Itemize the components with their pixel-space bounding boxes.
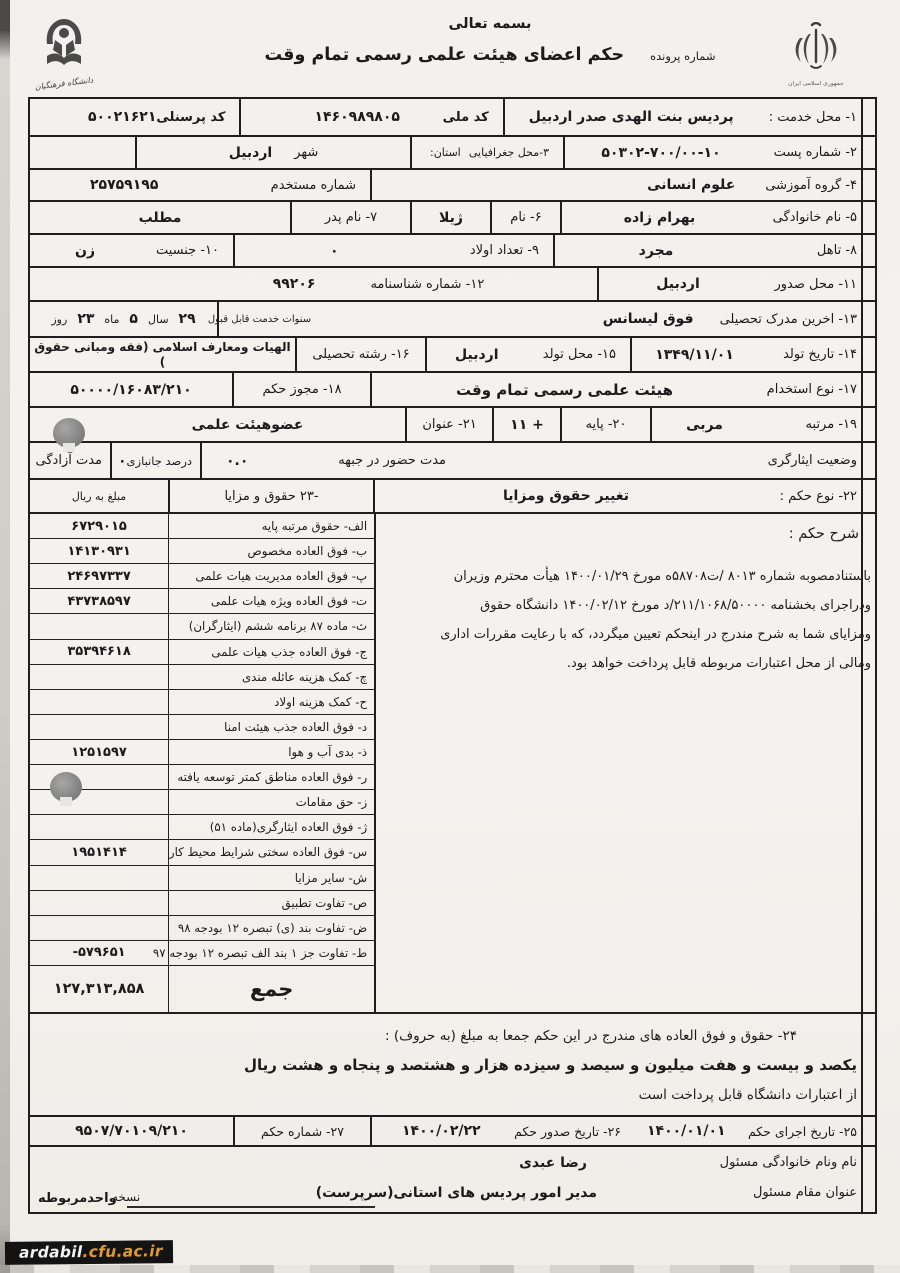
- amount-words-note: از اعتبارات دانشگاه قابل پرداخت است: [638, 1087, 857, 1103]
- row-issue-place: [30, 268, 875, 302]
- birth-place-label: ۱۵- محل تولد: [542, 347, 616, 362]
- front-duration-label: مدت حضور در جبهه: [338, 453, 446, 468]
- disability-label: درصد جانبازی: [126, 453, 192, 468]
- salary-row-amount: ۱۹۵۱۴۱۴: [30, 840, 169, 864]
- issue-date-value: ۱۴۰۰/۰۲/۲۲: [402, 1123, 481, 1139]
- children-label: ۹- تعداد اولاد: [469, 243, 539, 258]
- salary-row-label: س- فوق العاده سختی شرایط محیط کار: [168, 845, 368, 860]
- exec-date-value: ۱۴۰۰/۰۱/۰۱: [647, 1123, 726, 1139]
- description-line: باستنادمصوبه شماره ۸۰۱۳ /ت۵۸۷۰۸ه مورخ ۱۴۰۰/۰۱/۲۹ هیأت محترم وزیران: [453, 569, 871, 584]
- responsible-name-label: نام ونام خانوادگی مسئول: [719, 1155, 857, 1170]
- salary-row-amount: [30, 916, 169, 940]
- salary-row-label: ز- حق مقامات: [295, 795, 368, 810]
- iran-emblem: [784, 22, 848, 87]
- field-of-study-value: الهیات ومعارف اسلامی (فقه ومبانی حقوق ): [34, 339, 291, 369]
- row-service-location: [30, 99, 875, 137]
- disability-value: ۰: [117, 452, 127, 469]
- surname-value: بهرام زاده: [623, 209, 696, 226]
- row-post-number: [30, 137, 875, 170]
- birth-date-label: ۱۴- تاریخ تولد: [783, 347, 857, 362]
- edu-group-label: ۴- گروه آموزشی: [765, 177, 857, 193]
- amount-col-header: مبلغ به ریال: [71, 489, 127, 503]
- city-value: اردبیل: [228, 144, 273, 161]
- front-duration-value: ۰.۰: [226, 452, 249, 469]
- service-location-label: ۱- محل خدمت :: [768, 109, 857, 125]
- hole-punch: [53, 418, 85, 448]
- row-decree-type: [30, 480, 875, 514]
- last-degree-value: فوق لیسانس: [602, 311, 694, 327]
- salary-row-label: ط- تفاوت جز ۱ بند الف تبصره ۱۲ بودجه ۹۷: [152, 945, 368, 960]
- service-location-value: پردیس بنت الهدی صدر اردبیل: [528, 109, 734, 125]
- grade-value: ۱۱ +: [510, 416, 544, 433]
- row-amount-in-words: [30, 1014, 875, 1117]
- salary-row-label: الف- حقوق مرتبه پایه: [261, 519, 368, 534]
- children-value: ۰: [330, 242, 339, 259]
- amount-words-intro: ۲۴- حقوق و فوق العاده های مندرج در این حکم جمعا به مبلغ (به حروف) :: [384, 1028, 797, 1044]
- salary-row: [30, 740, 374, 765]
- years-unit: سال: [147, 312, 169, 326]
- row-rank: [30, 408, 875, 443]
- position-title-label: ۲۱- عنوان: [422, 417, 477, 432]
- gender-value: زن: [75, 242, 96, 259]
- responsible-title-label: عنوان مقام مسئول: [752, 1185, 857, 1200]
- salary-row-amount: [30, 665, 169, 689]
- service-years-label: سنوات خدمت قابل قبول: [207, 313, 312, 325]
- birth-date-value: ۱۳۴۹/۱۱/۰۱: [655, 346, 734, 363]
- post-number-label: ۲- شماره پست: [773, 145, 857, 160]
- issue-place-label: ۱۱- محل صدور: [774, 276, 857, 292]
- decree-number-label: ۲۷- شماره حکم: [261, 1123, 344, 1139]
- row-birth: [30, 338, 875, 373]
- issue-date-label: ۲۶- تاریخ صدور حکم: [514, 1123, 621, 1139]
- salary-row-amount: ۱۲۵۱۵۹۷: [30, 740, 169, 764]
- salary-row: [30, 614, 374, 639]
- salary-and-description-block: [30, 514, 875, 1014]
- first-name-label: ۶- نام: [510, 210, 542, 225]
- salary-row-amount: -۵۷۹۶۵۱: [30, 941, 169, 965]
- surname-label: ۵- نام خانوادگی: [772, 210, 857, 225]
- decree-type-label: ۲۲- نوع حکم :: [779, 488, 857, 504]
- last-degree-label: ۱۳- اخرین مدرک تحصیلی: [719, 311, 857, 327]
- salary-row-amount: [30, 891, 169, 915]
- salary-row: [30, 715, 374, 740]
- salary-row: [30, 790, 374, 815]
- salary-row-amount: [30, 815, 169, 839]
- scan-bottom-edge: [0, 1265, 900, 1273]
- issue-place-value: اردبیل: [656, 276, 700, 292]
- hole-punch: [50, 772, 82, 802]
- signature-block: [30, 1147, 875, 1212]
- iran-emblem-icon: [789, 22, 843, 74]
- first-name-value: ژیلا: [439, 209, 463, 226]
- decree-description-label: شرح حکم :: [788, 526, 859, 542]
- salary-row-label: ش- سایر مزایا: [294, 870, 368, 885]
- salary-row: [30, 514, 374, 539]
- decree-type-value: تغییر حقوق ومزایا: [503, 488, 629, 504]
- watermark-site-name: ardabil: [18, 1243, 83, 1262]
- grade-label: ۲۰- پایه: [585, 417, 627, 432]
- birth-place-value: اردبیل: [455, 346, 499, 363]
- row-names: [30, 202, 875, 235]
- decree-number-value: ۹۵۰۷/۷۰۱۰۹/۲۱۰: [75, 1123, 188, 1139]
- salary-row: [30, 665, 374, 690]
- employee-no-label: شماره مستخدم: [270, 177, 356, 193]
- file-number-label: شماره پرونده: [650, 49, 716, 63]
- salary-row-label: د- فوق العاده جذب هیئت امنا: [224, 719, 368, 734]
- salary-row: [30, 891, 374, 916]
- salary-row-label: ض- تفاوت بند (ی) تبصره ۱۲ بودجه ۹۸: [177, 920, 368, 935]
- marital-value: مجرد: [638, 242, 674, 259]
- unit-label: واحدمربوطه: [38, 1191, 117, 1206]
- row-sacrifice: [30, 443, 875, 480]
- salary-row-amount: [30, 614, 169, 638]
- personnel-code-label: کد پرسنلی: [156, 109, 226, 125]
- salary-row-amount: [30, 715, 169, 739]
- sacrifice-label: وضعیت ایثارگری: [767, 453, 857, 468]
- page-title: حکم اعضای هیئت علمی رسمی تمام وقت: [264, 45, 625, 65]
- iran-emblem-caption: جمهوری اسلامی ایران: [788, 80, 844, 87]
- website-watermark: [5, 1240, 173, 1265]
- responsible-title-value: مدیر امور پردیس های استانی(سرپرست): [315, 1185, 597, 1201]
- id-number-label: ۱۲- شماره شناسنامه: [370, 276, 485, 292]
- salary-row: [30, 564, 374, 589]
- salary-row-label: ر- فوق العاده مناطق کمتر توسعه یافته: [177, 770, 368, 785]
- salary-row-label: ج- فوق العاده جذب هیات علمی: [211, 644, 368, 659]
- edu-group-value: علوم انسانی: [647, 177, 736, 193]
- salary-row-label: ژ- فوق العاده ایثارگری(ماده ۵۱): [209, 820, 368, 835]
- salary-row: [30, 916, 374, 941]
- service-days-value: ۲۳: [77, 311, 95, 327]
- months-unit: ماه: [104, 312, 120, 326]
- employee-no-value: ۲۵۷۵۹۱۹۵: [90, 177, 159, 193]
- decree-permit-value: ۵۰۰۰۰/۱۶۰۸۳/۲۱۰: [70, 381, 192, 398]
- document-header: [250, 16, 730, 65]
- decree-form-table: [28, 97, 877, 1214]
- geo-location-label: ۳-محل جغرافیایی: [468, 146, 549, 159]
- salary-row-amount: [30, 866, 169, 890]
- salary-row: [30, 840, 374, 865]
- bismillah-text: بسمه تعالی: [448, 16, 532, 32]
- salary-row: [30, 815, 374, 840]
- row-edu-group: [30, 170, 875, 202]
- rank-value: مربی: [686, 416, 723, 433]
- salary-row: [30, 966, 374, 1012]
- employment-type-label: ۱۷- نوع استخدام: [766, 382, 857, 397]
- salary-row: [30, 539, 374, 564]
- service-years-value: ۲۹: [178, 311, 196, 327]
- city-label: شهر: [294, 145, 319, 160]
- rank-label: ۱۹- مرتبه: [805, 417, 857, 432]
- decree-description-text: [379, 562, 871, 678]
- father-name-label: ۷- نام پدر: [324, 210, 378, 225]
- salary-row-label: ث- ماده ۸۷ برنامه ششم (ایثارگران): [188, 619, 368, 634]
- salary-row-label: ص- تفاوت تطبیق: [281, 895, 368, 910]
- row-degree: [30, 302, 875, 338]
- salary-row-label: چ- کمک هزینه عائله مندی: [241, 669, 368, 684]
- signature-line: [127, 1206, 375, 1208]
- salary-row-label: پ- فوق العاده مدیریت هیات علمی: [195, 569, 368, 584]
- exec-date-label: ۲۵- تاریخ اجرای حکم: [747, 1123, 857, 1139]
- days-unit: روز: [51, 312, 68, 326]
- salary-total-amount: ۱۲۷,۳۱۳,۸۵۸: [30, 966, 169, 1012]
- personnel-code-value: ۵۰۰۲۱۶۲۱: [88, 109, 157, 125]
- description-line: ومزایای شما به شرح مندرج در اینحکم تعیین میگردد، که با رعایت مقررات اداری: [440, 627, 871, 642]
- description-line: ودراجرای بخشنامه ۲۱۱/۱۰۶۸/۵۰۰۰۰/د مورخ ۱۴۰۰/۰۲/۱۲ دانشگاه حقوق: [480, 598, 871, 613]
- salary-row-label: ب- فوق العاده مخصوص: [247, 544, 368, 559]
- row-marital: [30, 235, 875, 268]
- university-logo: [30, 16, 98, 92]
- field-of-study-label: ۱۶- رشته تحصیلی: [312, 347, 410, 362]
- marital-label: ۸- تاهل: [816, 243, 857, 258]
- captivity-label: مدت آزادگی: [35, 453, 102, 468]
- salary-row-amount: ۶۷۲۹۰۱۵: [30, 514, 169, 538]
- id-number-value: ۹۹۲۰۶: [272, 276, 316, 292]
- gender-label: ۱۰- جنسیت: [155, 243, 219, 258]
- salary-row-amount: ۳۵۳۹۴۶۱۸: [30, 640, 169, 664]
- national-code-label: کد ملی: [442, 109, 489, 125]
- decree-permit-label: ۱۸- مجوز حکم: [262, 382, 342, 397]
- province-label: استان:: [430, 146, 461, 159]
- salary-row: [30, 589, 374, 614]
- salary-row-amount: [30, 690, 169, 714]
- scan-left-edge: [0, 0, 10, 1273]
- watermark-site-domain: .cfu.ac.ir: [82, 1242, 163, 1262]
- copy-label: نسخه: [112, 1190, 141, 1204]
- salary-rows: [30, 514, 374, 1012]
- salary-row: [30, 640, 374, 665]
- salary-row-amount: ۴۳۷۳۸۵۹۷: [30, 589, 169, 613]
- salary-row: [30, 941, 374, 966]
- salary-row-label: ت- فوق العاده ویژه هیات علمی: [210, 594, 368, 609]
- row-dates: [30, 1117, 875, 1147]
- salary-col-header: -۲۳ حقوق و مزایا: [224, 488, 319, 504]
- responsible-name-value: رضا عبدی: [519, 1155, 587, 1171]
- salary-row-label: ذ- بدی آب و هوا: [288, 745, 368, 760]
- salary-row-amount: ۱۴۱۳۰۹۳۱: [30, 539, 169, 563]
- father-name-value: مطلب: [138, 209, 182, 226]
- employment-type-value: هیئت علمی رسمی تمام وقت: [456, 380, 673, 399]
- position-title-value: عضوهیئت علمی: [191, 416, 304, 433]
- national-code-value: ۱۴۶۰۹۸۹۸۰۵: [314, 109, 400, 125]
- university-logo-icon: [41, 16, 87, 74]
- row-employment: [30, 373, 875, 408]
- amount-words-value: یکصد و بیست و هفت میلیون و سیصد و سیزده هزار و هشتصد و پنجاه و هشت ریال: [243, 1056, 857, 1074]
- salary-row: [30, 866, 374, 891]
- salary-row-label: ح- کمک هزینه اولاد: [274, 694, 368, 709]
- university-logo-caption: دانشگاه فرهنگیان: [34, 75, 94, 92]
- salary-row: [30, 690, 374, 715]
- service-months-value: ۵: [129, 311, 138, 327]
- salary-total-label: جمع: [249, 976, 294, 1001]
- post-number-value: ۵۰۳۰۲-۷۰۰/۰۰-۱۰: [601, 144, 721, 161]
- description-line: ومالی از محل اعتبارات مربوطه قابل پرداخت خواهد بود.: [566, 656, 871, 671]
- salary-row-amount: ۲۴۶۹۷۳۳۷: [30, 564, 169, 588]
